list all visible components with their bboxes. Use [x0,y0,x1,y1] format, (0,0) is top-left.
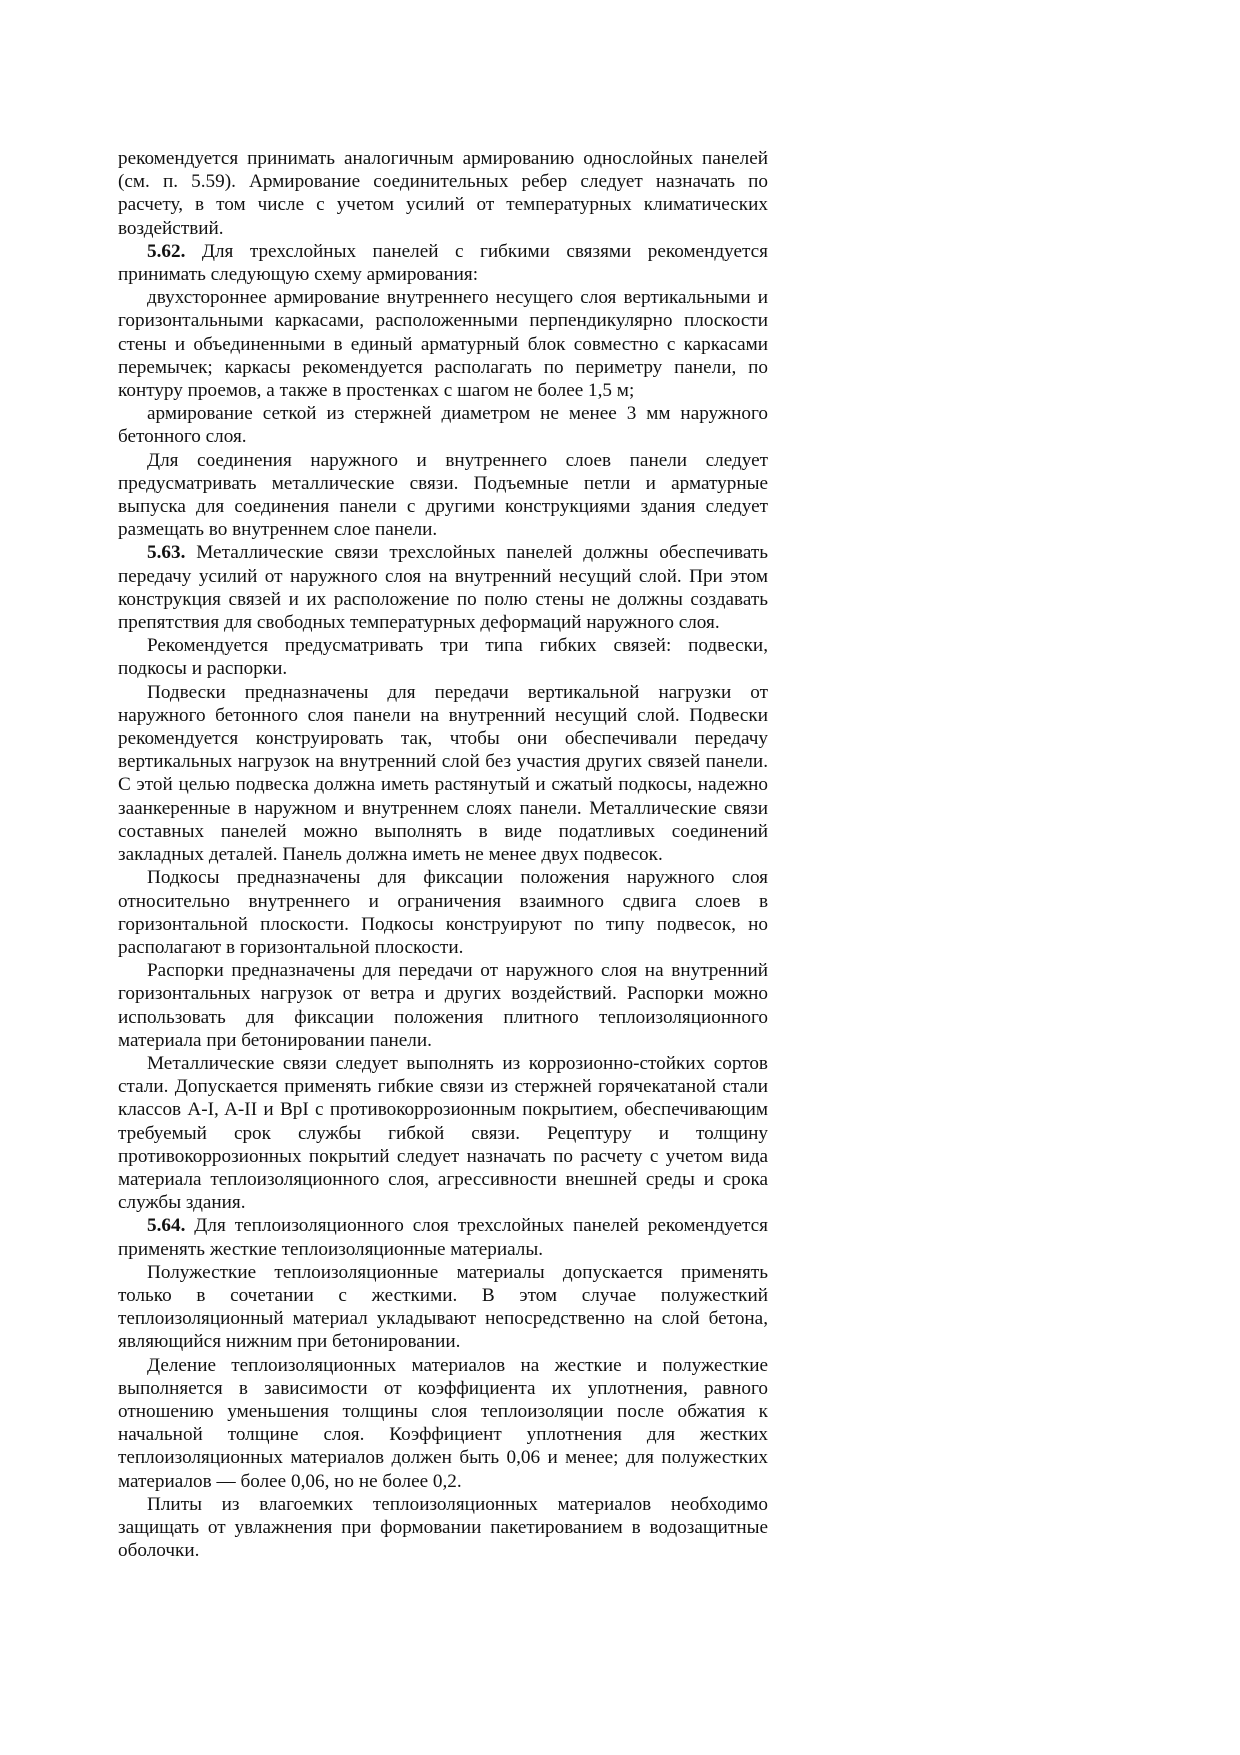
paragraph-text: армирование сеткой из стержней диаметром не менее 3 мм наружного бетонного слоя. [118,403,768,448]
clause-number: 5.63. [147,542,186,564]
paragraph-text: Металлические связи трехслойных панелей должны обеспечивать передачу усилий от наружного слоя на внутренний несущий слой. При этом конструкция связей и их расположение по полю стены не должны создавать препятствия для свободных температурных деформаций наружного слоя. [118,542,768,634]
paragraph-hangers [118,681,768,867]
paragraph-text: Деление теплоизоляционных материалов на жесткие и полужесткие выполняется в зависимости от коэффициента их уплотнения, равного отношению уменьшения толщины слоя теплоизоляции после обжатия к начальной толщине слоя. Коэффициент уплотнения для жестких теплоизоляционных материалов должен быть 0,06 и менее; для полужестких материалов — более 0,06, но не более 0,2. [118,1354,768,1492]
paragraph-semi-rigid [118,1261,768,1354]
paragraph-text: Распорки предназначены для передачи от наружного слоя на внутренний горизонтальных нагрузок от ветра и других воздействий. Распорки можно использовать для фиксации положения плитного теплоизоляционного материала при бетонировании панели. [118,960,768,1051]
paragraph-mesh-reinforcement [118,402,768,448]
paragraph-5-63 [118,541,768,634]
paragraph-moisture-protection [118,1493,768,1563]
document-page [118,147,768,1562]
paragraph-text: Рекомендуется предусматривать три типа гибких связей: подвески, подкосы и распорки. [118,635,768,680]
paragraph-text: Для трехслойных панелей с гибкими связями рекомендуется принимать следующую схему армирования: [118,240,768,286]
paragraph-text: рекомендуется принимать аналогичным армированию однослойных панелей (см. п. 5.59). Армирование соединительных ребер следует назначать по расчету, в том числе с учетом усилий от температурных климатических воздействий. [118,148,768,239]
paragraph-text: Полужесткие теплоизоляционные материалы допускается применять только в сочетании с жесткими. В этом случае полужесткий теплоизоляционный материал укладывают непосредственно на слой бетона, являющийся нижним при бетонировании. [118,1261,768,1353]
paragraph-tie-types [118,634,768,680]
paragraph-text: двухстороннее армирование внутреннего несущего слоя вертикальными и горизонтальными каркасами, расположенными перпендикулярно плоскости стены и объединенными в единый арматурный блок совместно с каркасами перемычек; каркасы рекомендуется располагать по периметру панели, по контуру проемов, а также в простенках с шагом не более 1,5 м; [118,287,768,402]
paragraph-5-62 [118,240,768,286]
paragraph-spacers [118,959,768,1052]
clause-number: 5.64. [147,1215,186,1237]
paragraph-two-sided-reinforcement [118,286,768,402]
paragraph-text: Для соединения наружного и внутреннего слоев панели следует предусматривать металлические связи. Подъемные петли и арматурные выпуска для соединения панели с другими конструкциями здания следует размещать во внутреннем слое панели. [118,449,768,541]
paragraph-5-64 [118,1214,768,1260]
paragraph-text: Подкосы предназначены для фиксации положения наружного слоя относительно внутреннего и ограничения взаимного сдвига слоев в горизонтальной плоскости. Подкосы конструируют по типу подвесок, но располагают в горизонтальной плоскости. [118,867,768,958]
clause-number: 5.62. [147,240,186,262]
paragraph-text: Подвески предназначены для передачи вертикальной нагрузки от наружного бетонного слоя панели на внутренний несущий слой. Подвески рекомендуется конструировать так, чтобы они обеспечивали передачу вертикальных нагрузок на внутренний слой без участия других связей панели. С этой целью подвеска должна иметь растянутый и сжатый подкосы, надежно заанкеренные в наружном и внутреннем слоях панели. Металлические связи составных панелей можно выполнять в виде податливых соединений закладных деталей. Панель должна иметь не менее двух подвесок. [118,681,768,866]
paragraph-continuation [118,147,768,240]
paragraph-steel-ties [118,1052,768,1214]
paragraph-compaction-coefficient [118,1354,768,1493]
paragraph-braces [118,866,768,959]
paragraph-layer-connection [118,449,768,542]
paragraph-text: Для теплоизоляционного слоя трехслойных панелей рекомендуется применять жесткие теплоизоляционные материалы. [118,1215,768,1260]
paragraph-text: Плиты из влагоемких теплоизоляционных материалов необходимо защищать от увлажнения при формовании пакетированием в водозащитные оболочки. [118,1493,768,1562]
paragraph-text: Металлические связи следует выполнять из коррозионно-стойких сортов стали. Допускается применять гибкие связи из стержней горячекатаной стали классов A-I, A-II и BpI с противокоррозионным покрытием, обеспечивающим требуемый срок службы гибкой связи. Рецептуру и толщину противокоррозионных покрытий следует назначать по расчету с учетом вида материала теплоизоляционного слоя, агрессивности внешней среды и срока службы здания. [118,1052,768,1214]
